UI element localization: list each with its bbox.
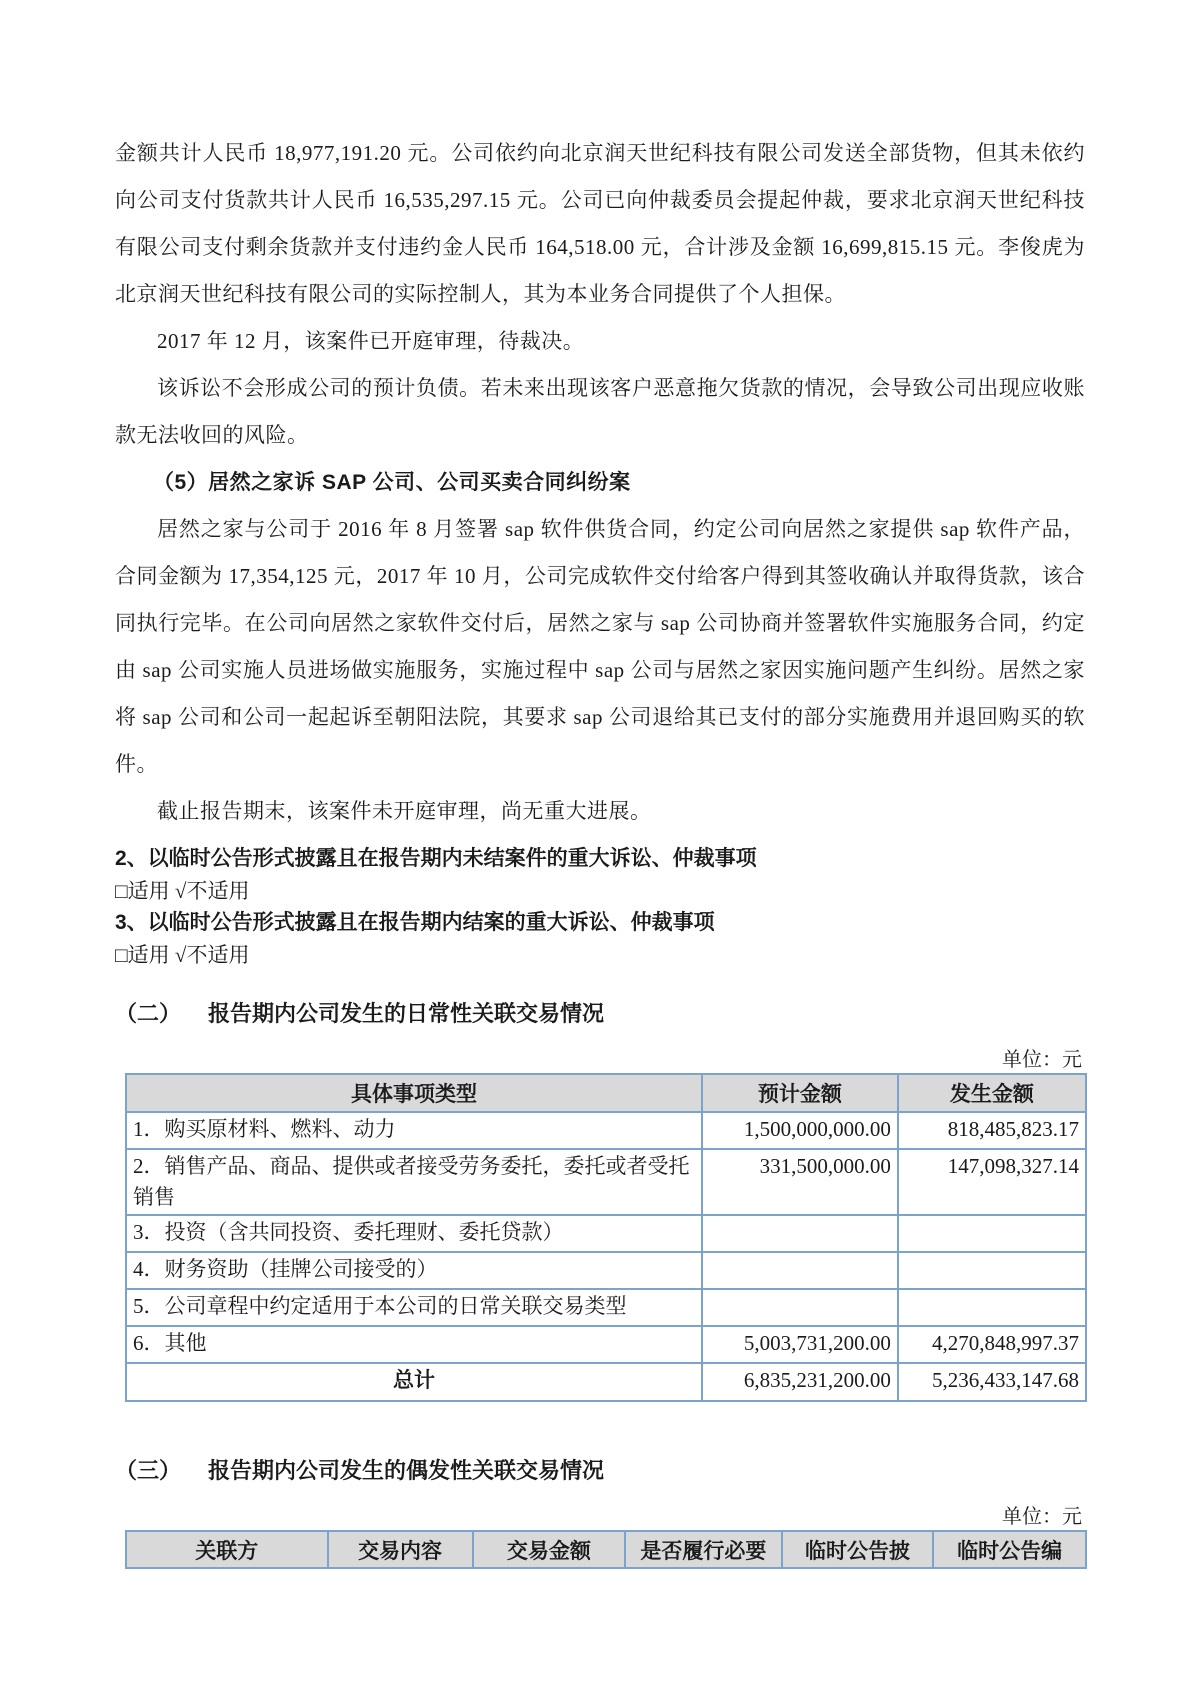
column-header-announcement-disclosure: 临时公告披 [782,1531,934,1568]
row-label: 2．销售产品、商品、提供或者接受劳务委托，委托或者受托销售 [126,1149,702,1215]
table-header-row [126,1531,1086,1568]
row-label: 6．其他 [126,1326,702,1363]
row-label: 4．财务资助（挂牌公司接受的） [126,1252,702,1289]
table-row [126,1252,1086,1289]
paragraph-sap-case: 居然之家与公司于 2016 年 8 月签署 sap 软件供货合同，约定公司向居然之家提供 sap 软件产品，合同金额为 17,354,125 元，2017 年 10 月，公司完成软件交付给客户得到其签收确认并取得货款，该合同执行完毕。在公司向居然之家软件交付后，居然之家与 sap 公司协商并签署软件实施服务合同，约定由 sap 公司实施人员进场做实施服务，实施过程中 sap 公司与居然之家因实施问题产生纠纷。居然之家将 sap 公司和公司一起起诉至朝阳法院，其要求 sap 公司退给其已支付的部分实施费用并退回购买的软件。 [115,517,1085,776]
actual-amount [898,1252,1086,1289]
column-header-announcement-number: 临时公告编 [933,1531,1086,1568]
paragraph-hearing-status: 2017 年 12 月，该案件已开庭审理，待裁决。 [157,329,585,353]
column-header-item-type: 具体事项类型 [126,1074,702,1112]
section-2-number: （二） [115,1001,182,1026]
row-label: 3．投资（含共同投资、委托理财、委托贷款） [126,1215,702,1252]
total-label: 总计 [126,1363,702,1401]
expected-amount: 1,500,000,000.00 [702,1112,898,1149]
table-row [126,1289,1086,1326]
table-row [126,1149,1086,1215]
column-header-transaction-content: 交易内容 [328,1531,473,1568]
unit-label-1: 单位：元 [1002,1049,1082,1071]
expected-amount [702,1252,898,1289]
section-2-title: 报告期内公司发生的日常性关联交易情况 [208,1001,605,1026]
expected-amount [702,1215,898,1252]
section-3-heading [115,1454,1085,1488]
column-header-transaction-amount: 交易金额 [473,1531,626,1568]
paragraph-risk-note: 该诉讼不会形成公司的预计负债。若未来出现该客户恶意拖欠货款的情况，会导致公司出现应收账款无法收回的风险。 [115,376,1085,447]
paragraph-case-progress: 截止报告期末，该案件未开庭审理，尚无重大进展。 [157,799,652,823]
expected-amount: 5,003,731,200.00 [702,1326,898,1363]
actual-amount [898,1215,1086,1252]
column-header-procedure-performed: 是否履行必要 [625,1531,781,1568]
actual-amount: 4,270,848,997.37 [898,1326,1086,1363]
actual-amount [898,1289,1086,1326]
table-row [126,1215,1086,1252]
item-3-applicability: □适用 √不适用 [115,943,250,967]
actual-amount: 818,485,823.17 [898,1112,1086,1149]
row-label: 1．购买原材料、燃料、动力 [126,1112,702,1149]
section-3-number: （三） [115,1458,182,1483]
total-actual-amount: 5,236,433,147.68 [898,1363,1086,1401]
table-total-row [126,1363,1086,1401]
row-label: 5．公司章程中约定适用于本公司的日常关联交易类型 [126,1289,702,1326]
actual-amount: 147,098,327.14 [898,1149,1086,1215]
total-expected-amount: 6,835,231,200.00 [702,1363,898,1401]
section-3-title: 报告期内公司发生的偶发性关联交易情况 [208,1458,605,1483]
occasional-related-transactions-table [125,1530,1087,1569]
column-header-related-party: 关联方 [126,1531,328,1568]
item-2-heading: 2、以临时公告形式披露且在报告期内未结案件的重大诉讼、仲裁事项 [115,847,757,870]
report-page [115,0,1085,1569]
item-3-heading: 3、以临时公告形式披露且在报告期内结案的重大诉讼、仲裁事项 [115,911,715,934]
column-header-expected-amount: 预计金额 [702,1074,898,1112]
paragraph-arbitration-case: 金额共计人民币 18,977,191.20 元。公司依约向北京润天世纪科技有限公司发送全部货物，但其未依约向公司支付货款共计人民币 16,535,297.15 元。公司已向仲裁委员会提起仲裁，要求北京润天世纪科技有限公司支付剩余货款并支付违约金人民币 164,518.00 元，合计涉及金额 16,699,815.15 元。李俊虎为北京润天世纪科技有限公司的实际控制人，其为本业务合同提供了个人担保。 [115,141,1085,306]
expected-amount [702,1289,898,1326]
expected-amount: 331,500,000.00 [702,1149,898,1215]
case-5-heading: （5）居然之家诉 SAP 公司、公司买卖合同纠纷案 [153,471,631,494]
column-header-actual-amount: 发生金额 [898,1074,1086,1112]
section-2-heading [115,997,1085,1031]
table-row [126,1112,1086,1149]
table-header-row [126,1074,1086,1112]
item-2-applicability: □适用 √不适用 [115,879,250,903]
unit-label-2: 单位：元 [1002,1506,1082,1528]
daily-related-transactions-table [125,1073,1087,1402]
table-row [126,1326,1086,1363]
